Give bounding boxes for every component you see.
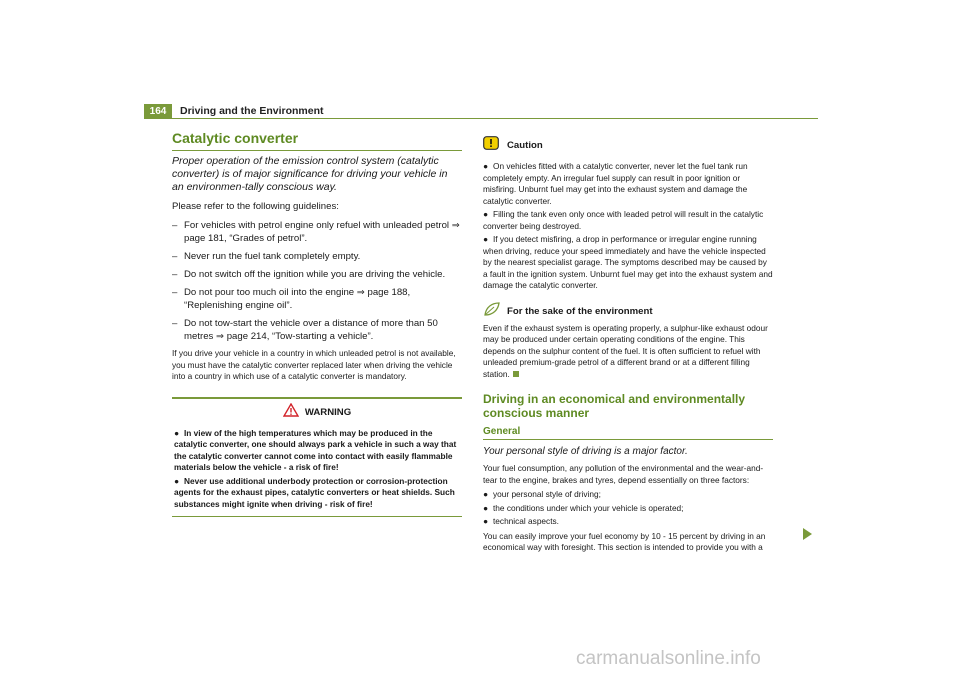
intro-text: Please refer to the following guidelines: [172, 201, 339, 212]
guidelines-list [172, 219, 462, 343]
environment-text: Even if the exhaust system is operating properly, a sulphur-like exhaust odour may be produced under certain operating conditions of the engine. This depends on the sulphur content of the fuel. It is often sufficient to refuel with unleaded premium-grade petrol of a different brand or at a different filling station. [483, 322, 768, 379]
general-paragraph: Your fuel consumption, any pollution of the environmental and the wear-and-tear to the engine, brakes and tyres, depend essentially on three factors: [483, 463, 764, 485]
caution-header [483, 136, 773, 155]
running-header-title: Driving and the Environment [180, 105, 324, 117]
factor-item: ● technical aspects. [483, 516, 559, 526]
warning-box [172, 397, 462, 518]
right-column [483, 130, 773, 556]
caution-item: ● Filling the tank even only once with leaded petrol will result in the catalytic converter being destroyed. [483, 209, 764, 231]
warning-title: WARNING [304, 406, 352, 418]
section-heading-catalytic-converter: Catalytic converter [172, 130, 299, 146]
header-rule [172, 118, 818, 119]
environment-title: For the sake of the environment [507, 305, 653, 317]
warning-header [174, 403, 460, 422]
list-item: – For vehicles with petrol engine only refuel with unleaded petrol ⇒ page 181, “Grades of petrol”. [172, 220, 460, 244]
caution-exclamation-icon [483, 136, 499, 155]
caution-item: ● On vehicles fitted with a catalytic converter, never let the fuel tank run completely empty. An irregular fuel supply can result in poor ignition or misfiring. Unburnt fuel may get into the exhaust system and damage the catalytic converter. [483, 161, 748, 206]
factor-item: ● the conditions under which your vehicle is operated; [483, 502, 684, 513]
warning-item: ● In view of the high temperatures which may be produced in the catalytic converter, one should always park a vehicle in such a way that the catalytic converter cannot come into contact with easily flammable materials below the vehicle - a risk of fire! [174, 427, 457, 472]
environment-header [483, 302, 773, 321]
list-item: – Do not tow-start the vehicle over a distance of more than 50 metres ⇒ page 214, “Tow-starting a vehicle”. [172, 318, 438, 342]
page-number: 164 [144, 104, 172, 119]
lead-paragraph: Proper operation of the emission control system (catalytic converter) is of major significance for driving your vehicle in an environmen-tally conscious way. [172, 155, 448, 193]
general-paragraph: You can easily improve your fuel economy by 10 - 15 percent by driving in an economical way with foresight. This section is intended to provide you with a [483, 530, 766, 552]
subheading-general: General [483, 426, 521, 437]
left-column [172, 130, 462, 517]
note-text: If you drive your vehicle in a country in which unleaded petrol is not available, you must have the catalytic converter replaced later when driving the vehicle into a country in which use of a catalytic converter is mandatory. [172, 348, 456, 381]
warning-triangle-icon [283, 403, 299, 422]
watermark: carmanualsonline.info [576, 648, 761, 669]
list-item: – Do not switch off the ignition while you are driving the vehicle. [172, 269, 446, 280]
caution-title: Caution [507, 140, 543, 151]
list-item: – Never run the fuel tank completely empty. [172, 251, 361, 262]
subheading-rule [483, 439, 773, 440]
end-of-section-marker [513, 371, 519, 377]
lead-paragraph-general: Your personal style of driving is a major factor. [483, 446, 688, 457]
factor-item: ● your personal style of driving; [483, 489, 601, 499]
warning-item: ● Never use additional underbody protection or corrosion-protection agents for the exhaust pipes, catalytic converters or heat shields. Such substances might ignite when driving - risk of fire! [174, 475, 455, 509]
section-heading-economical-driving: Driving in an economical and environmentally conscious manner [483, 392, 746, 420]
caution-item: ● If you detect misfiring, a drop in performance or irregular engine running when driving, reduce your speed immediately and have the vehicle inspected by the nearest specialist garage. The symptoms described may be caused by a fault in the ignition system. Unburnt fuel may get into the exhaust system and damage the catalytic converter. [483, 234, 773, 290]
next-page-arrow-icon[interactable] [803, 528, 812, 540]
heading-rule [172, 150, 462, 151]
leaf-icon [483, 302, 501, 321]
list-item: – Do not pour too much oil into the engine ⇒ page 188, “Replenishing engine oil”. [172, 287, 411, 311]
